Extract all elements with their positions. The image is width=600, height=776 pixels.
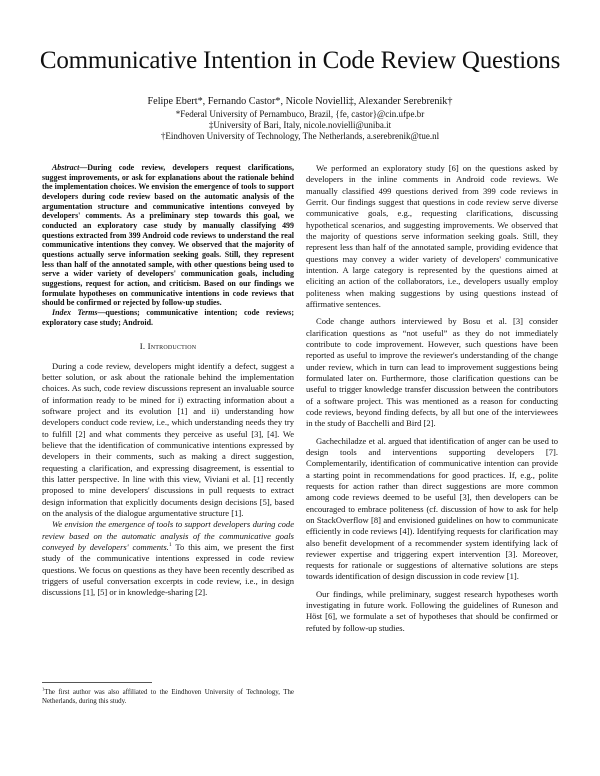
index-terms-label: Index Terms	[52, 308, 98, 318]
right-paragraph-3: Gachechiladze et al. argued that identification of anger can be used to design tools and interventions supporting developers [7]. Complementarily, identification of communicative intention can provide a starting point in recommendations for good practices. If, e.g., polite requests for action rather than direct suggestions are more common among code reviews deemed to be useful [3], then developers can be encouraged to embrace politeness (cf. discussion of how to ask for help on StackOverflow [8] and envisioned guidelines on how to communicate efficiently in code reviews [4]). Identifying requests for clarification may also benefit development of a recommender system identifying lack of reviewer expertise and triggering expert intervention [3]. Moreover, requests for rationale or suggestions of alternative solutions are steps towards identification of design discussion in code review [1].	[306, 435, 558, 582]
intro-paragraph-1: During a code review, developers might identify a defect, suggest a better solution, or ask about the rationale behind the implementation choices. As such, code review discussions represent an invaluable source of information ready to be mined for i) extracting information about a software project and its evolution [1] and ii) understanding how developers conduct code review, i.e., which understanding needs they try to fulfill [2] and what comments they perceive as useful [3], [4]. We believe that the identification of communicative intentions expressed by developers in their comments, such as making a direct suggestion, requesting a clarification, and expressing disagreement, is essential to this latter perspective. In line with this view, Viviani et al. [1] recently proposed to mine developers' discussions in pull requests to extract design information that explicitly documents design decisions [5], based on the analysis of the dialogue argumentative structure [1].	[42, 360, 294, 519]
left-column	[42, 163, 294, 599]
intro-paragraph-2-rest: To this aim, we present the first study of the communicative intentions expressed in code review questions. We focus on questions as they have been recently described as triggers of useful conversation excerpts in code review, i.e., in design discussions [1], [5] or in knowledge-sharing [2].	[42, 542, 294, 598]
section-heading-introduction: I. Introduction	[139, 341, 197, 352]
right-column	[306, 163, 558, 634]
right-paragraph-2: Code change authors interviewed by Bosu et al. [3] consider clarification questions as “not useful” as they do not immediately contribute to code improvement. However, such questions have been reported as useful to improve the reviewer's understanding of the change under review, which in turn can lead to improvement suggestions being formulated later on. Furthermore, those clarification questions can be useful to trigger knowledge transfer discussion between the contributors of a software project. This was mentioned as a reason for conducting code reviews, beyond finding defects, by all but one of the interviewees in the study of Bacchelli and Bird [2].	[306, 316, 558, 429]
right-paragraph-4: Our findings, while preliminary, suggest research hypotheses worth investigating in future work. Following the guidelines of Runeson and Höst [6], we formulate a set of hypotheses that should be confirmed or refuted by follow-up studies.	[306, 588, 558, 633]
footnote: $^1$The first author was also affiliated to the Eindhoven University of Technology, The Netherlands, during this study.	[42, 686, 294, 705]
paper-title: Communicative Intention in Code Review Questions	[39, 47, 561, 74]
abstract-label: Abstract	[52, 163, 80, 172]
footnote-rule	[42, 682, 152, 683]
author-list: Felipe Ebert*, Fernando Castor*, Nicole Novielli‡, Alexander Serebrenik†	[147, 96, 453, 107]
abstract-text: —During code review, developers request clarifications, suggest improvements, or ask for explanations about the rationale behind the implementation choices. We envision the emergence of tools to support developers during code review based on the automatic analysis of the argumentation structure and communicative intentions conveyed by developers' comments. As a preliminary step towards this goal, we conducted an exploratory case study by manually classifying 499 questions extracted from 399 Android code reviews to understand the real communicative intentions they convey. We observed that the majority of questions actually serve information seeking goals. Still, they represent less than half of the annotated sample, with other questions being used to serve a wider variety of developers' communication goals, including suggestions, request for action, and criticism. Based on our findings we formulate hypotheses on communicative intentions in code reviews that should be confirmed or rejected by follow-up studies.	[42, 163, 294, 308]
footnote-text: The first author was also affiliated to the Eindhoven University of Technology, The Netherlands, during this study.	[42, 689, 294, 705]
affiliation-ufpe: *Federal University of Pernambuco, Brazil, {fe, castor}@cin.ufpe.br	[175, 109, 425, 119]
intro-paragraph-2-emphasis: We envision the emergence of tools to support developers during code review based on the automatic analysis of the communicative goals conveyed by developers' comments.	[42, 519, 294, 552]
affiliation-bari: ‡University of Bari, Italy, nicole.novielli@uniba.it	[208, 120, 392, 130]
right-paragraph-1: We performed an exploratory study [6] on the questions asked by developers in the inline comments in Android code reviews. We manually classified 499 questions derived from 399 code reviews in Gerrit. Our findings suggest that questions in code review serve diverse communicative goals, e.g., requesting clarifications, discussing hypothetical scenarios, and suggesting improvements. We observed that the majority of questions serve information seeking goals. Still, they represent less than half of the annotated sample, providing evidence that questions may convey a wider variety of developers' communicative intention. A large category is represented by the questions aimed at eliciting an action of the collaborators, i.e., developers usually employ politeness when making suggestions by using questions instead of affirmative sentences.	[306, 163, 558, 309]
index-terms-text: —questions; communicative intention; code reviews; exploratory case study; Android.	[42, 308, 294, 327]
affiliation-tue: †Eindhoven University of Technology, The Netherlands, a.serebrenik@tue.nl	[160, 131, 440, 141]
abstract	[42, 163, 294, 327]
intro-paragraph-2: We envision the emergence of tools to support developers during code review based on the automatic analysis of the communicative goals conveyed by developers' comments.$^1$ To this aim, we present the first study of the communicative intentions expressed in code review questions. We focus on questions as they have been recently described as triggers of useful conversation excerpts in code review, i.e., in design discussions [1], [5] or in knowledge-sharing [2].	[42, 519, 294, 598]
